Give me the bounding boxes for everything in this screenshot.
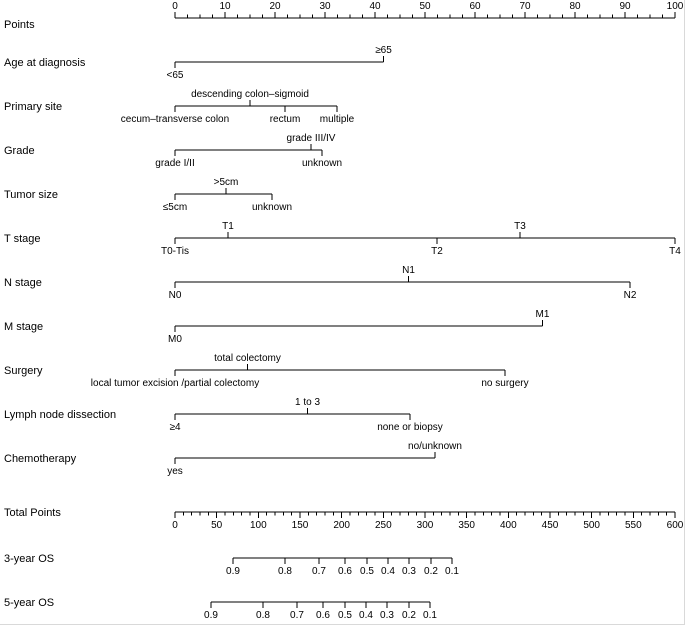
tick-label: ≥4 bbox=[169, 422, 181, 433]
tick-label: 350 bbox=[458, 520, 476, 531]
row-label: Age at diagnosis bbox=[4, 57, 86, 69]
tick-label: 100 bbox=[666, 1, 684, 12]
tick-label: 60 bbox=[469, 1, 481, 12]
nomogram-row bbox=[4, 133, 342, 169]
row-label: N stage bbox=[4, 277, 42, 289]
row-label: T stage bbox=[4, 233, 41, 245]
row-label: Grade bbox=[4, 145, 35, 157]
tick-label: grade I/II bbox=[155, 158, 195, 169]
tick-label: 0.3 bbox=[380, 610, 394, 621]
nomogram-row bbox=[4, 441, 462, 477]
tick-label: 250 bbox=[374, 520, 392, 531]
tick-label: unknown bbox=[251, 202, 293, 213]
nomogram-row bbox=[4, 309, 550, 345]
row-label: Surgery bbox=[4, 365, 43, 377]
tick-label: 0.9 bbox=[204, 610, 218, 621]
nomogram-row bbox=[4, 1, 684, 31]
tick-label: 0.7 bbox=[312, 566, 326, 577]
tick-label: unknown bbox=[301, 158, 343, 169]
nomogram-row bbox=[4, 553, 459, 577]
tick-label: 0.6 bbox=[316, 610, 330, 621]
tick-label: 90 bbox=[619, 1, 631, 12]
tick-label: descending colon–sigmoid bbox=[191, 89, 309, 100]
tick-label: 0.9 bbox=[226, 566, 240, 577]
nomogram-row bbox=[4, 597, 437, 621]
row-label: Tumor size bbox=[4, 189, 58, 201]
tick-label: ≤5cm bbox=[162, 202, 188, 213]
tick-label: T2 bbox=[431, 246, 443, 257]
tick-label: 0.5 bbox=[360, 566, 374, 577]
tick-label: 0.1 bbox=[445, 566, 459, 577]
tick-label: rectum bbox=[269, 114, 301, 125]
nomogram-row bbox=[4, 397, 443, 433]
tick-label: 0.8 bbox=[278, 566, 292, 577]
tick-label: 30 bbox=[319, 1, 331, 12]
tick-label: 0.5 bbox=[338, 610, 352, 621]
tick-label: 50 bbox=[419, 1, 431, 12]
tick-label: 300 bbox=[416, 520, 434, 531]
tick-label: yes bbox=[167, 466, 183, 477]
tick-label: 100 bbox=[249, 520, 267, 531]
tick-label: multiple bbox=[319, 114, 355, 125]
tick-label: ≥65 bbox=[375, 45, 392, 56]
tick-label: 200 bbox=[333, 520, 351, 531]
tick-label: none or biopsy bbox=[377, 422, 443, 433]
tick-label: 1 to 3 bbox=[294, 397, 321, 408]
row-label: M stage bbox=[4, 321, 44, 333]
tick-label: 0.4 bbox=[359, 610, 373, 621]
row-label: Primary site bbox=[4, 101, 63, 113]
row-label: Chemotherapy bbox=[4, 453, 77, 465]
tick-label: N2 bbox=[623, 290, 637, 301]
tick-label: N0 bbox=[168, 290, 182, 301]
tick-label: 0.7 bbox=[290, 610, 304, 621]
tick-label: 0.4 bbox=[381, 566, 395, 577]
tick-label: 0.6 bbox=[338, 566, 352, 577]
tick-label: 450 bbox=[541, 520, 559, 531]
tick-label: no/unknown bbox=[408, 441, 462, 452]
nomogram-row bbox=[4, 265, 637, 301]
tick-label: 600 bbox=[666, 520, 684, 531]
tick-label: 70 bbox=[519, 1, 531, 12]
tick-label: cecum–transverse colon bbox=[120, 114, 230, 125]
row-label: Total Points bbox=[4, 507, 61, 519]
tick-label: 400 bbox=[499, 520, 517, 531]
nomogram-row bbox=[4, 221, 681, 257]
tick-label: 150 bbox=[291, 520, 309, 531]
tick-label: 0.2 bbox=[424, 566, 438, 577]
tick-label: 550 bbox=[624, 520, 642, 531]
nomogram-row bbox=[4, 353, 529, 389]
tick-label: total colectomy bbox=[214, 353, 281, 364]
tick-label: 500 bbox=[583, 520, 601, 531]
tick-label: M0 bbox=[168, 334, 182, 345]
tick-label: T0-Tis bbox=[161, 246, 189, 257]
tick-label: 20 bbox=[269, 1, 281, 12]
tick-label: grade III/IV bbox=[286, 133, 336, 144]
tick-label: 0 bbox=[172, 520, 178, 531]
nomogram-row bbox=[4, 45, 392, 81]
tick-label: 0.3 bbox=[402, 566, 416, 577]
tick-label: T3 bbox=[514, 221, 526, 232]
row-label: 5-year OS bbox=[4, 597, 55, 609]
tick-label: 40 bbox=[369, 1, 381, 12]
tick-label: 50 bbox=[211, 520, 223, 531]
row-label: Lymph node dissection bbox=[4, 409, 117, 421]
tick-label: 0.1 bbox=[423, 610, 437, 621]
row-label: Points bbox=[4, 19, 35, 31]
tick-label: no surgery bbox=[481, 378, 529, 389]
tick-label: T1 bbox=[222, 221, 234, 232]
row-label: 3-year OS bbox=[4, 553, 55, 565]
nomogram-row bbox=[4, 177, 292, 213]
tick-label: 0.2 bbox=[402, 610, 416, 621]
tick-label: N1 bbox=[402, 265, 415, 276]
tick-label: >5cm bbox=[213, 177, 239, 188]
tick-label: T4 bbox=[669, 246, 681, 257]
tick-label: <65 bbox=[166, 70, 184, 81]
tick-label: 10 bbox=[219, 1, 231, 12]
tick-label: 0.8 bbox=[256, 610, 270, 621]
tick-label: 80 bbox=[569, 1, 581, 12]
nomogram-row bbox=[4, 89, 355, 125]
tick-label: 0 bbox=[172, 1, 178, 12]
nomogram-row bbox=[4, 507, 684, 531]
tick-label: M1 bbox=[535, 309, 550, 320]
tick-label: local tumor excision /partial colectomy bbox=[90, 378, 260, 389]
